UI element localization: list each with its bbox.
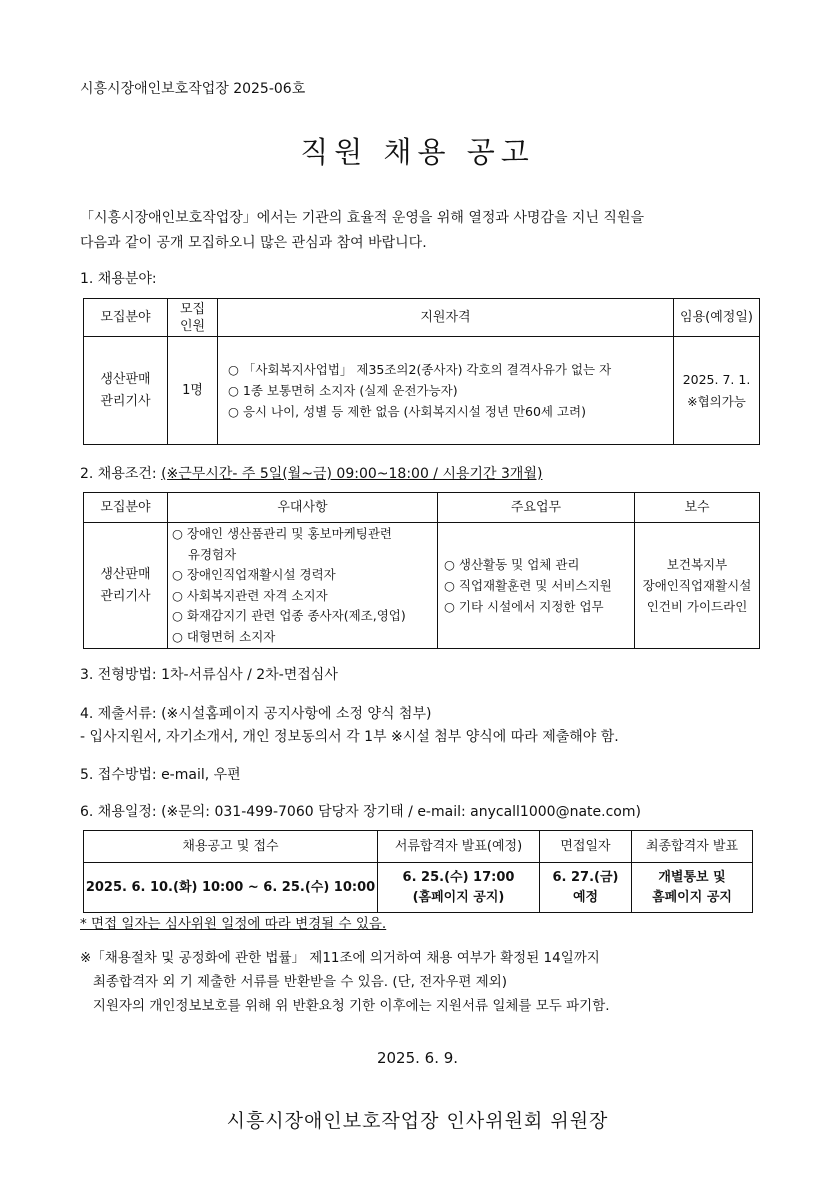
qualification-item: ○ 「사회복지사업법」 제35조의2(종사자) 각호의 결격사유가 없는 자 [228, 362, 612, 377]
header-field: 모집분야 [84, 299, 168, 337]
page-title: 직원 채용 공고 [300, 135, 535, 169]
cell-field: 생산판매 관리기사 [84, 523, 168, 649]
cell-final-result: 개별통보 및 홈페이지 공지 [632, 863, 753, 913]
intro-paragraph [80, 206, 644, 256]
announcement-date: 2025. 6. 9. [376, 1049, 459, 1067]
intro-line: 「시흥시장애인보호작업장」에서는 기관의 효율적 운영을 위해 열정과 사명감을 지닌 직원을 [80, 210, 644, 226]
header-count: 모집 인원 [168, 299, 218, 337]
section3-selection-method: 3. 전형방법: 1차-서류심사 / 2차-면접심사 [80, 667, 338, 683]
working-hours-note: (※근무시간- 주 5일(월~금) 09:00~18:00 / 시용기간 3개월) [161, 466, 543, 482]
duty-item: ○ 직업재활훈련 및 서비스지원 [444, 578, 612, 593]
cell-count: 1명 [168, 337, 218, 445]
section6-heading: 6. 채용일정: (※문의: 031-499-7060 담당자 장기태 / e-mail: anycall1000@nate.com) [80, 804, 641, 820]
header-qualification: 지원자격 [218, 299, 674, 337]
cell-announcement-period: 2025. 6. 10.(화) 10:00 ~ 6. 25.(수) 10:00 [84, 863, 378, 913]
recruitment-field-table [83, 298, 760, 445]
document-number: 시흥시장애인보호작업장 2025-06호 [80, 81, 306, 97]
preference-item: ○ 장애인 생산품관리 및 홍보마케팅관련 유경험자 [172, 526, 393, 562]
header-announcement: 채용공고 및 접수 [84, 831, 378, 863]
cell-interview-date: 6. 27.(금) 예정 [540, 863, 632, 913]
header-pay: 보수 [635, 493, 760, 523]
cell-field: 생산판매 관리기사 [84, 337, 168, 445]
preference-item: ○ 대형면허 소지자 [172, 628, 276, 644]
section5-submission-method: 5. 접수방법: e-mail, 우편 [80, 767, 241, 783]
preference-item: ○ 화재감지기 관련 업종 종사자(제조,영업) [172, 608, 406, 623]
cell-preferences [168, 523, 438, 649]
document-return-notice [80, 946, 610, 1018]
header-document-result: 서류합격자 발표(예정) [378, 831, 540, 863]
section2-heading-prefix: 2. 채용조건: [80, 466, 162, 482]
header-appointment: 임용(예정일) [674, 299, 760, 337]
duty-item: ○ 생산활동 및 업체 관리 [444, 557, 580, 572]
cell-appointment: 2025. 7. 1. ※협의가능 [674, 337, 760, 445]
section4-detail: - 입사지원서, 자기소개서, 개인 정보동의서 각 1부 ※시설 첨부 양식에 따라 제출해야 함. [80, 729, 619, 745]
header-field: 모집분야 [84, 493, 168, 523]
duty-item: ○ 기타 시설에서 지정한 업무 [444, 599, 604, 614]
section1-heading: 1. 채용분야: [80, 271, 157, 287]
cell-qualifications [218, 337, 674, 445]
notice-line: 최종합격자 외 기 제출한 서류를 반환받을 수 있음. (단, 전자우편 제외) [80, 974, 508, 990]
notice-line: 지원자의 개인정보보호를 위해 위 반환요청 기한 이후에는 지원서류 일체를 모두 파기함. [80, 998, 610, 1014]
qualification-item: ○ 1종 보통면허 소지자 (실제 운전가능자) [228, 383, 458, 398]
preference-item: ○ 장애인직업재활시설 경력자 [172, 567, 336, 582]
schedule-table [83, 830, 753, 913]
header-final-result: 최종합격자 발표 [632, 831, 753, 863]
notice-line: ※「채용절차 및 공정화에 관한 법률」 제11조에 의거하여 채용 여부가 확정된 14일까지 [80, 950, 600, 966]
header-duties: 주요업무 [438, 493, 635, 523]
signature: 시흥시장애인보호작업장 인사위원회 위원장 [226, 1110, 609, 1132]
section2-heading [80, 463, 542, 483]
intro-line: 다음과 같이 공개 모집하오니 많은 관심과 참여 바랍니다. [80, 235, 427, 251]
header-preference: 우대사항 [168, 493, 438, 523]
section4-heading: 4. 제출서류: (※시설홈페이지 공지사항에 소정 양식 첨부) [80, 706, 432, 722]
header-interview-date: 면접일자 [540, 831, 632, 863]
interview-footnote: * 면접 일자는 심사위원 일정에 따라 변경될 수 있음. [80, 916, 387, 932]
employment-conditions-table [83, 492, 760, 649]
preference-item: ○ 사회복지관련 자격 소지자 [172, 587, 328, 603]
cell-duties [438, 523, 635, 649]
cell-pay: 보건복지부 장애인직업재활시설 인건비 가이드라인 [635, 523, 760, 649]
cell-document-result: 6. 25.(수) 17:00 (홈페이지 공지) [378, 863, 540, 913]
qualification-item: ○ 응시 나이, 성별 등 제한 없음 (사회복지시설 정년 만60세 고려) [228, 404, 586, 419]
